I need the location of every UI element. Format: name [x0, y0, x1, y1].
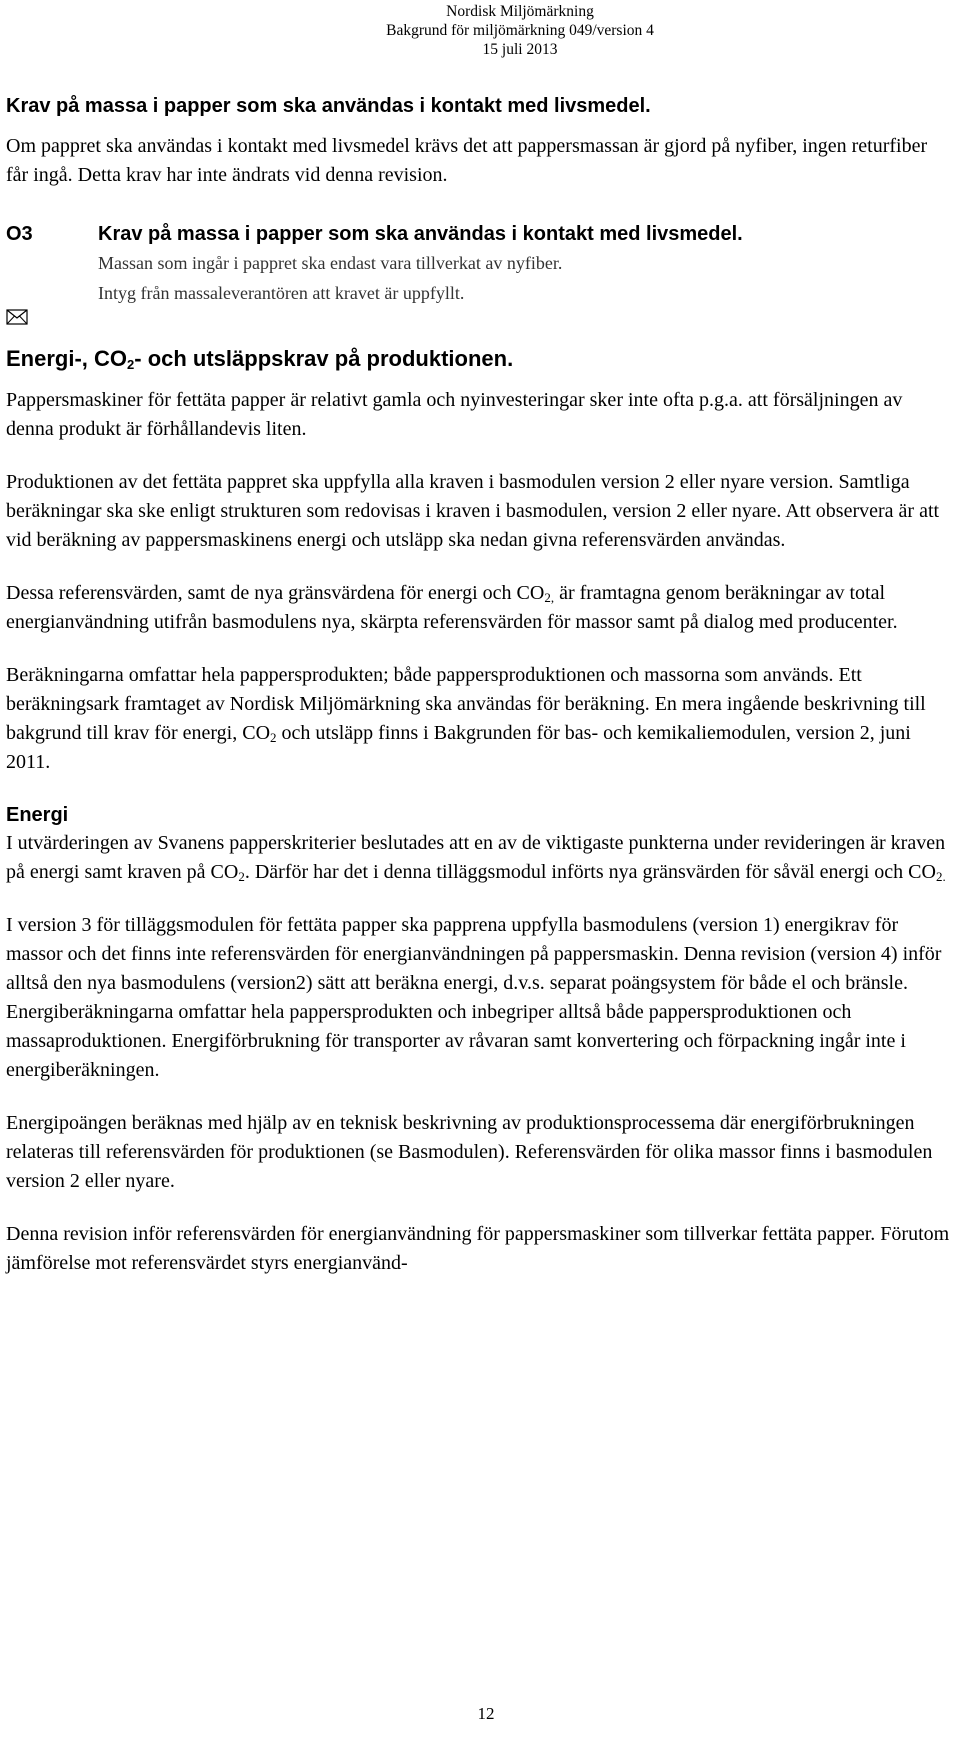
paragraph-energipoangen: Energipoängen beräknas med hjälp av en teknisk beskrivning av produktionsprocessema där energiförbrukningen relateras till referensvärden för produktionen (se Basmodulen). Referensvärden för olika massor finns i basmodulen version 2 eller nyare.: [6, 1112, 933, 1192]
header-date: 15 juli 2013: [482, 41, 558, 58]
requirement-evidence: Intyg från massaleverantören att kravet är uppfyllt.: [98, 283, 465, 303]
heading-energi: Energi: [6, 804, 69, 826]
page-header: [0, 0, 960, 59]
document-body: [6, 92, 952, 1278]
paragraph-berakningarna-part1: Beräkningarna omfattar hela pappersprodukten; både pappersproduktionen och massorna som används. Ett beräkningsark framtaget av Nordisk Miljömärkning ska användas för beräkning. En mera ingående beskrivning till bakgrund till krav för energi, CO: [6, 664, 926, 744]
paragraph-referensvarden-part2: är framtagna genom beräkningar av total energianvändning utifrån basmodulens nya, skärpta referensvärden för massor samt på dialog med producenter.: [6, 582, 898, 633]
paragraph-utvarderingen: [6, 829, 952, 887]
paragraph-utvarderingen-subscript1: 2: [238, 869, 245, 884]
paragraph-referensvarden-subscript: 2,: [544, 590, 555, 605]
paragraph-berakningarna: [6, 661, 952, 777]
requirement-code: O3: [6, 223, 33, 245]
requirement-text: Massan som ingår i pappret ska endast vara tillverkat av nyfiber.: [98, 253, 563, 273]
paragraph-referensvarden-part1: Dessa referensvärden, samt de nya gränsvärdena för energi och CO: [6, 582, 545, 604]
page-number: 12: [477, 1704, 495, 1723]
paragraph-berakningarna-subscript: 2: [270, 730, 277, 745]
paragraph-produktionen: Produktionen av det fettäta pappret ska uppfylla alla kraven i basmodulen version 2 eller nyare version. Samtliga beräkningar ska ske enligt strukturen som redovisas i kraven i basmodulen, version 2 eller nyare. Att observera är att vid beräkning av pappersmaskinens energi och utsläpp ska nedan givna referensvärden användas.: [6, 471, 940, 551]
heading-energi-co2-part1: Energi-, CO: [6, 346, 128, 371]
paragraph-pappersmaskiner: Pappersmaskiner för fettäta papper är relativt gamla och nyinvesteringar sker inte ofta p.g.a. att försäljningen av denna produkt är förhållandevis liten.: [6, 389, 903, 440]
envelope-icon: [6, 308, 28, 326]
paragraph-referensvarden: [6, 579, 952, 637]
requirement-body: [98, 220, 952, 308]
paragraph-utvarderingen-subscript2: 2.: [935, 869, 946, 884]
paragraph-utvarderingen-part2: . Därför har det i denna tilläggsmodul införts nya gränsvärden för såväl energi och CO: [244, 861, 936, 883]
heading-livsmedel: Krav på massa i papper som ska användas i kontakt med livsmedel.: [6, 95, 651, 117]
requirement-block: [6, 220, 952, 308]
heading-energi-co2-part2: - och utsläppskrav på produktionen.: [134, 346, 514, 371]
requirement-title: Krav på massa i papper som ska användas i kontakt med livsmedel.: [98, 223, 743, 245]
header-org: Nordisk Miljömärkning: [446, 3, 594, 20]
paragraph-version3: I version 3 för tilläggsmodulen för fettäta papper ska papprena uppfylla basmodulens (version 1) energikrav för massor och det finns inte referensvärden för energianvändningen på pappersmaskin. Denna revision (version 4) inför alltså den nya basmodulens (version2) sätt att beräkna energi, d.v.s. separat poängsystem för både el och bränsle. Energiberäkningarna omfattar hela pappersprodukten och inbegriper alltså både pappersproduktionen och massaproduktionen. Energiförbrukning för transporter av råvaran samt konvertering och förpackning ingår inte i energiberäkningen.: [6, 914, 942, 1081]
heading-energi-co2-subscript: 2: [127, 357, 135, 372]
paragraph-livsmedel: Om pappret ska användas i kontakt med livsmedel krävs det att pappersmassan är gjord på nyfiber, ingen returfiber får ingå. Detta krav har inte ändrats vid denna revision.: [6, 135, 928, 186]
paragraph-denna-revision: Denna revision inför referensvärden för energianvändning för pappersmaskiner som tillverkar fettäta papper. Förutom jämförelse mot referensvärdet styrs energianvänd-: [6, 1223, 950, 1274]
heading-energi-co2: [6, 344, 952, 374]
header-document: Bakgrund för miljömärkning 049/version 4: [386, 22, 654, 39]
paragraph-berakningarna-part2: och utsläpp finns i Bakgrunden för bas- och kemikaliemodulen, version 2, juni 2011.: [6, 722, 911, 773]
paragraph-utvarderingen-part1: I utvärderingen av Svanens papperskriterier beslutades att en av de viktigaste punkterna under revideringen är kraven på energi samt kraven på CO: [6, 832, 946, 883]
